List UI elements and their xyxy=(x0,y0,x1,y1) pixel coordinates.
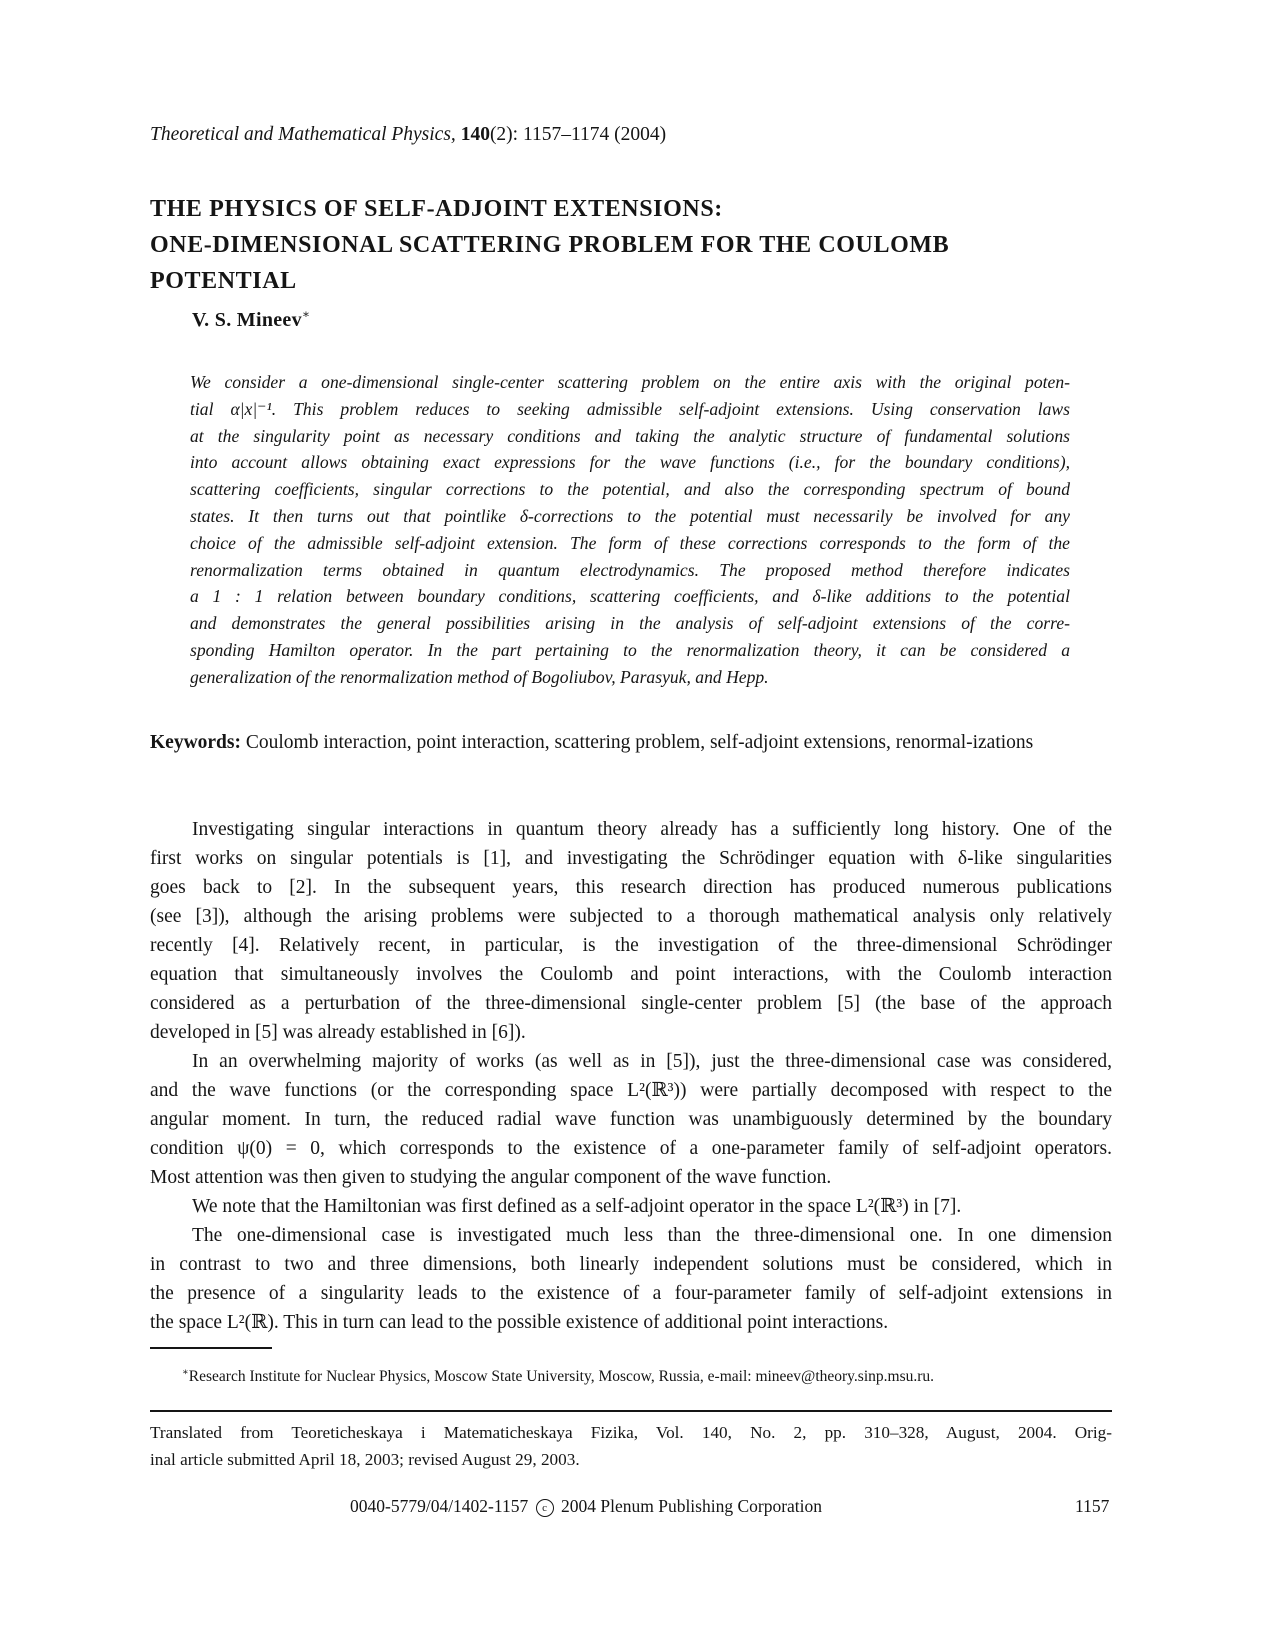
body-line: angular moment. In turn, the reduced radial wave function was unambiguously determined by the boundary xyxy=(150,1109,1112,1130)
author-footnote-mark: ∗ xyxy=(301,307,311,321)
translation-note xyxy=(150,1419,1112,1473)
journal-citation xyxy=(150,124,666,146)
body-line: equation that simultaneously involves the Coulomb and point interactions, with the Coulomb interaction xyxy=(150,964,1112,985)
abstract-line: generalization of the renormalization method of Bogoliubov, Parasyuk, and Hepp. xyxy=(190,666,769,687)
abstract-line: choice of the admissible self-adjoint extension. The form of these corrections corresponds to the form of the xyxy=(190,532,1070,553)
body-line: We note that the Hamiltonian was first defined as a self-adjoint operator in the space L²(ℝ³) in [7]. xyxy=(192,1196,962,1217)
footnote xyxy=(182,1367,1112,1386)
abstract-line: scattering coefficients, singular corrections to the potential, and also the corresponding spectrum of bound xyxy=(190,479,1070,500)
abstract-line: renormalization terms obtained in quantum electrodynamics. The proposed method therefore indicates xyxy=(190,559,1070,580)
copyright-icon: c xyxy=(536,1499,554,1517)
body-line: the space L²(ℝ). This in turn can lead to the possible existence of additional point interactions. xyxy=(150,1312,889,1333)
journal-issue-pages: (2): 1157–1174 (2004) xyxy=(489,124,667,145)
paragraph xyxy=(150,815,1112,1047)
abstract-line: at the singularity point as necessary conditions and taking the analytic structure of fundamental solutions xyxy=(190,425,1070,446)
keywords xyxy=(150,730,1112,755)
author-name: V. S. Mineev xyxy=(192,309,302,331)
issn-line xyxy=(350,1496,822,1517)
footnote-mark: ∗ xyxy=(182,1367,189,1378)
page-number: 1157 xyxy=(1075,1496,1110,1516)
footnote-rule xyxy=(150,1347,272,1349)
translation-line: inal article submitted April 18, 2003; revised August 29, 2003. xyxy=(150,1450,580,1469)
title-line: THE PHYSICS OF SELF-ADJOINT EXTENSIONS: xyxy=(150,196,723,222)
body-text xyxy=(150,815,1112,1337)
body-line: goes back to [2]. In the subsequent years, this research direction has produced numerous publications xyxy=(150,877,1112,898)
journal-name: Theoretical and Mathematical Physics, xyxy=(150,124,456,145)
body-line: Most attention was then given to studying the angular component of the wave function. xyxy=(150,1167,832,1188)
body-line: The one-dimensional case is investigated much less than the three-dimensional one. In one dimension xyxy=(192,1225,1112,1246)
abstract-line: into account allows obtaining exact expressions for the wave functions (i.e., for the boundary conditions), xyxy=(190,452,1070,473)
translation-line: Translated from Teoreticheskaya i Matematicheskaya Fizika, Vol. 140, No. 2, pp. 310–328, August, 2004. Orig- xyxy=(150,1423,1112,1442)
keywords-text: Coulomb interaction, point interaction, scattering problem, self-adjoint extensions, renormal-izations xyxy=(245,732,1034,753)
paragraph xyxy=(150,1047,1112,1192)
body-line: condition ψ(0) = 0, which corresponds to the existence of a one-parameter family of self-adjoint operators. xyxy=(150,1138,1112,1159)
abstract-line: We consider a one-dimensional single-center scattering problem on the entire axis with the original poten- xyxy=(190,372,1070,392)
publisher: 2004 Plenum Publishing Corporation xyxy=(560,1496,823,1516)
title-line: ONE-DIMENSIONAL SCATTERING PROBLEM FOR THE COULOMB xyxy=(150,232,950,258)
abstract xyxy=(190,369,1070,691)
body-line: In an overwhelming majority of works (as well as in [5]), just the three-dimensional case was considered, xyxy=(192,1051,1112,1072)
body-line: developed in [5] was already established in [6]). xyxy=(150,1022,526,1043)
body-line: recently [4]. Relatively recent, in particular, is the investigation of the three-dimensional Schrödinger xyxy=(150,935,1112,956)
abstract-line: and demonstrates the general possibilities arising in the analysis of self-adjoint extensions of the corre- xyxy=(190,613,1070,634)
title-line: POTENTIAL xyxy=(150,268,297,294)
issn-code: 0040-5779/04/1402-1157 xyxy=(350,1496,529,1516)
body-line: the presence of a singularity leads to the existence of a four-parameter family of self-adjoint extensions in xyxy=(150,1283,1112,1304)
body-line: (see [3]), although the arising problems were subjected to a thorough mathematical analysis only relatively xyxy=(150,906,1112,927)
body-line: Investigating singular interactions in quantum theory already has a sufficiently long history. One of the xyxy=(192,819,1112,840)
keywords-label: Keywords: xyxy=(150,732,241,753)
translation-rule xyxy=(150,1410,1112,1412)
abstract-line: tial α|x|⁻¹. This problem reduces to seeking admissible self-adjoint extensions. Using conservation laws xyxy=(190,398,1070,419)
body-line: and the wave functions (or the corresponding space L²(ℝ³)) were partially decomposed with respect to the xyxy=(150,1080,1112,1101)
abstract-line: sponding Hamilton operator. In the part pertaining to the renormalization theory, it can be considered a xyxy=(190,639,1070,660)
paragraph xyxy=(150,1221,1112,1337)
footnote-text: Research Institute for Nuclear Physics, Moscow State University, Moscow, Russia, e-mail: mineev@theory.sinp.msu.ru. xyxy=(188,1368,935,1385)
paragraph xyxy=(150,1192,1112,1221)
abstract-line: a 1 : 1 relation between boundary conditions, scattering coefficients, and δ-like additions to the potential xyxy=(190,586,1070,607)
journal-volume: 140 xyxy=(460,124,490,145)
body-line: considered as a perturbation of the three-dimensional single-center problem [5] (the base of the approach xyxy=(150,993,1112,1014)
body-line: in contrast to two and three dimensions, both linearly independent solutions must be considered, which in xyxy=(150,1254,1112,1275)
body-line: first works on singular potentials is [1], and investigating the Schrödinger equation with δ-like singularities xyxy=(150,848,1112,869)
abstract-line: states. It then turns out that pointlike δ-corrections to the potential must necessarily be involved for any xyxy=(190,505,1070,526)
author xyxy=(192,307,310,332)
paper-title xyxy=(150,191,949,299)
